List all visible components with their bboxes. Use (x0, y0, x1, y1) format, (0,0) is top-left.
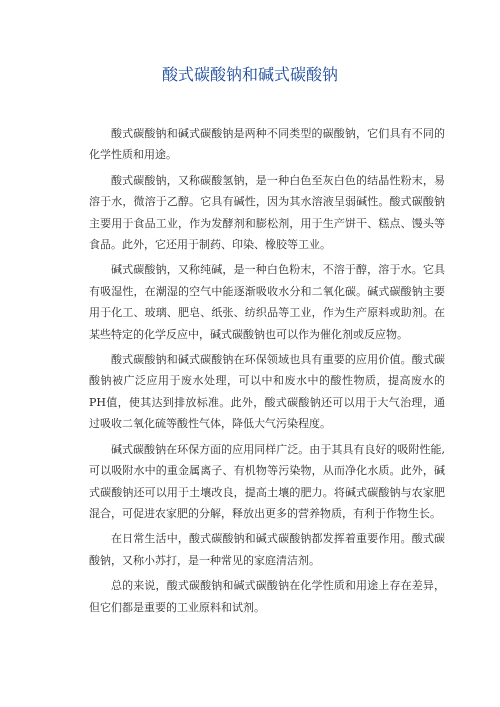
paragraph-conclusion: 总的来说，酸式碳酸钠和碱式碳酸钠在化学性质和用途上存在差异，但它们都是重要的工业原料和试剂。 (89, 579, 445, 614)
paragraph-daily-life: 在日常生活中，酸式碳酸钠和碱式碳酸钠都发挥着重要作用。酸式碳酸钠，又称小苏打，是一种常见的家庭清洁剂。 (89, 532, 445, 567)
paragraph-environmental-acid: 酸式碳酸钠和碱式碳酸钠在环保领域也具有重要的应用价值。酸式碳酸钠被广泛应用于废水处理，可以中和废水中的酸性物质，提高废水的PH值，使其达到排放标准。此外，酸式碳酸钠还可以用于大气治理，通过吸收二氧化硫等酸性气体，降低大气污染程度。 (89, 353, 445, 431)
paragraph-environmental-basic: 碱式碳酸钠在环保方面的应用同样广泛。由于其具有良好的吸附性能,可以吸附水中的重金属离子、有机物等污染物，从而净化水质。此外，碱式碳酸钠还可以用于土壤改良，提高土壤的肥力。将碱式碳酸钠与农家肥混合，可促进农家肥的分解，释放出更多的营养物质，有利于作物生长。 (89, 442, 445, 520)
document-body (89, 123, 445, 622)
paragraph-intro: 酸式碳酸钠和碱式碳酸钠是两种不同类型的碳酸钠，它们具有不同的化学性质和用途。 (89, 127, 445, 162)
paragraph-sodium-bicarbonate: 酸式碳酸钠，又称碳酸氢钠，是一种白色至灰白色的结晶性粉末，易溶于水，微溶于乙醇。它具有碱性，因为其水溶液呈弱碱性。酸式碳酸钠主要用于食品工业，作为发酵剂和膨松剂，用于生产饼干、糕点、馒头等食品。此外，它还用于制药、印染、橡胶等工业。 (89, 173, 445, 252)
paragraph-basic-sodium-carbonate: 碱式碳酸钠，又称纯碱，是一种白色粉末，不溶于醇，溶于水。它具有吸湿性，在潮湿的空气中能逐渐吸收水分和二氧化碳。碱式碳酸钠主要用于化工、玻璃、肥皂、纸张、纺织品等工业，作为生产原料或助剂。在某些特定的化学反应中，碱式碳酸钠也可以作为催化剂或反应物。 (89, 263, 445, 341)
document-title: 酸式碳酸钠和碱式碳酸钠 (161, 65, 338, 84)
